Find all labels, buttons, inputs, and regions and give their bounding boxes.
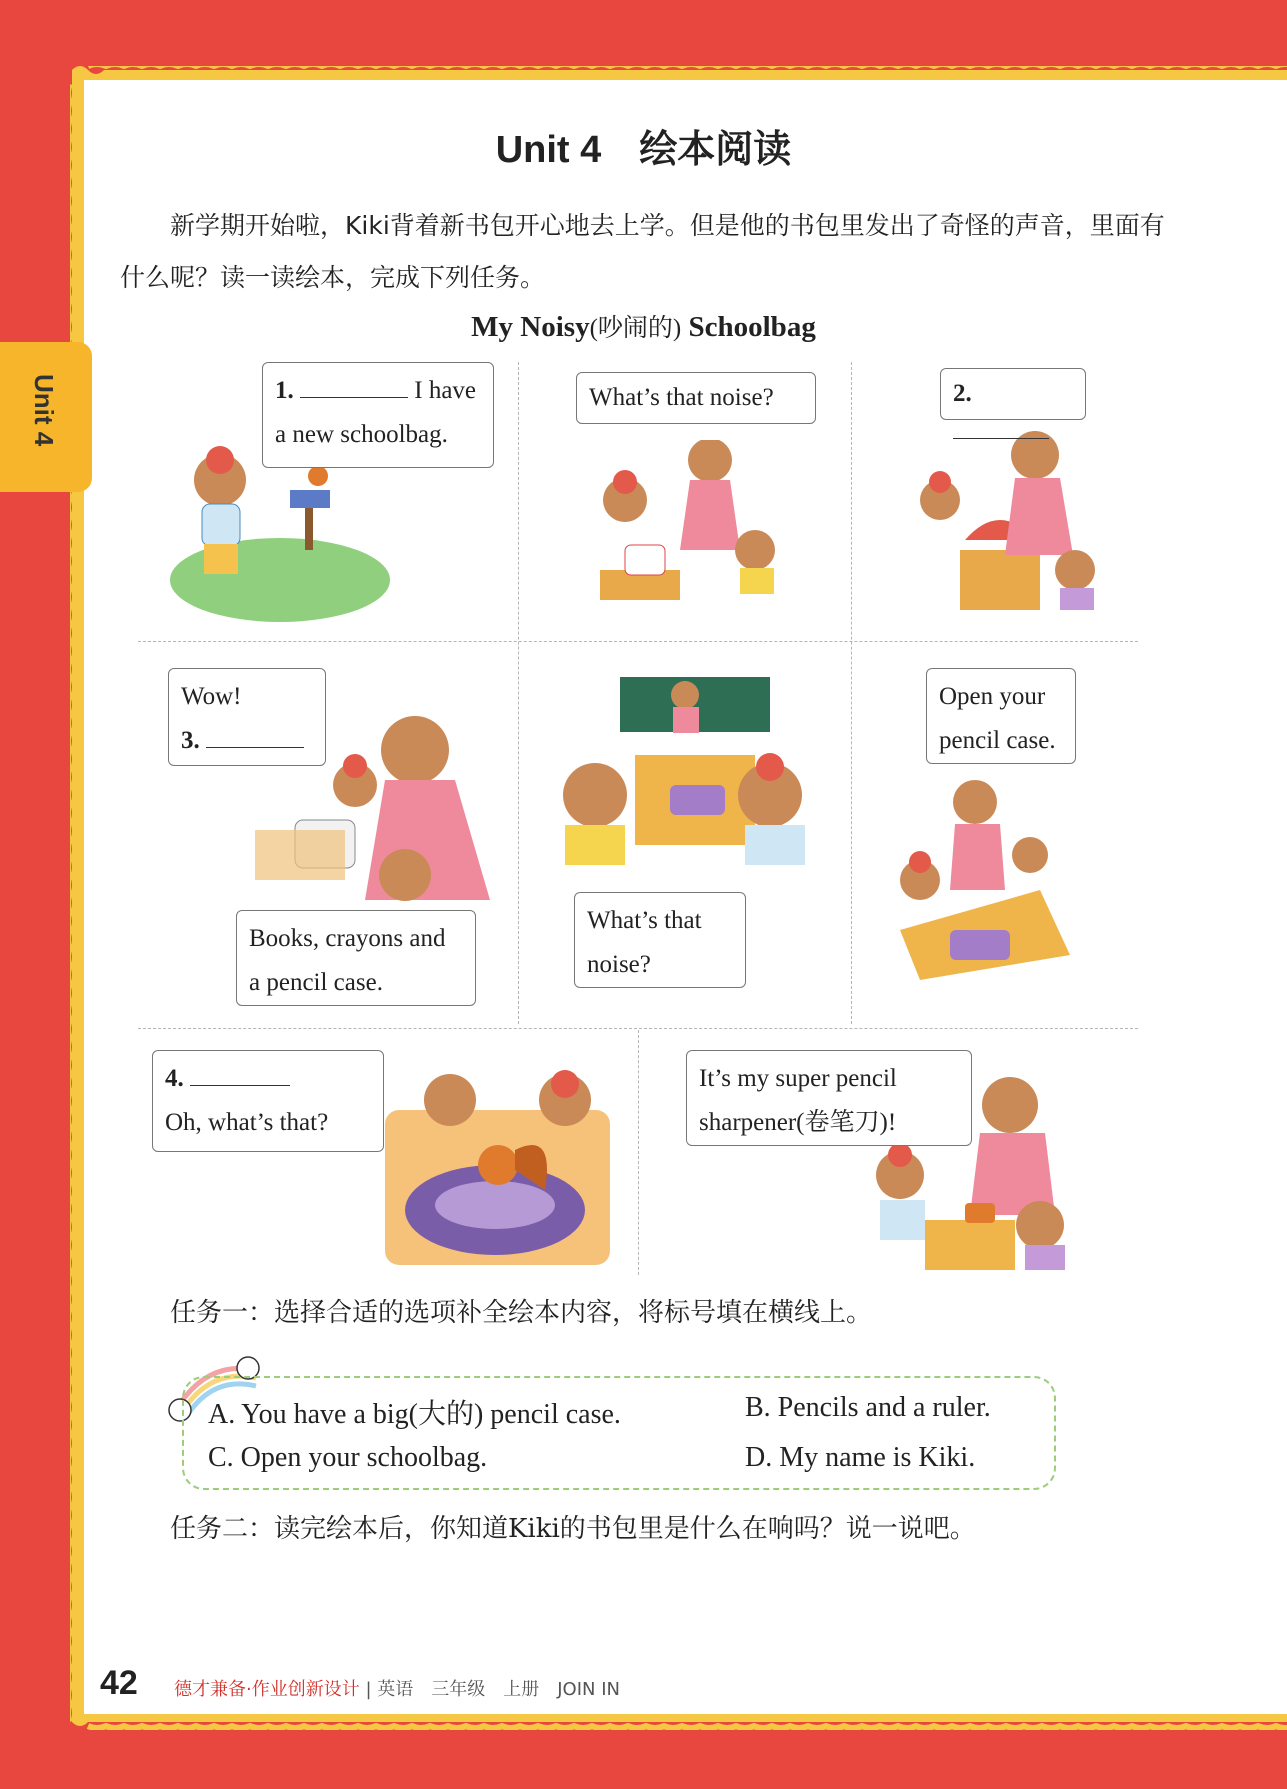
answer-blank-1[interactable] bbox=[300, 375, 408, 398]
bubble-7-text-a: Open your bbox=[939, 683, 1046, 710]
speech-bubble-3 bbox=[940, 368, 1086, 420]
story-title bbox=[0, 308, 1287, 344]
story-title-part1: My Noisy bbox=[471, 311, 590, 343]
blank-number-2: 2. bbox=[953, 380, 972, 407]
page-title: Unit 4 绘本阅读 bbox=[495, 129, 792, 171]
bubble-6-text-a: What’s that bbox=[587, 907, 702, 934]
speech-bubble-2 bbox=[576, 372, 816, 424]
intro-paragraph: 新学期开始啦，Kiki背着新书包开心地去上学。但是他的书包里发出了奇怪的声音，里面有什么呢？读一读绘本，完成下列任务。 bbox=[120, 211, 1165, 292]
grid-divider bbox=[851, 362, 852, 1024]
grid-divider bbox=[638, 1030, 639, 1275]
panel3-illustration bbox=[905, 430, 1125, 630]
option-b: B. Pencils and a ruler. bbox=[745, 1392, 991, 1423]
answer-blank-2[interactable] bbox=[953, 416, 1049, 439]
bubble-9-text-a: It’s my super pencil bbox=[699, 1065, 897, 1092]
story-title-part2: Schoolbag bbox=[688, 311, 816, 343]
bubble-2-text: What’s that noise? bbox=[589, 384, 774, 411]
unit-tab bbox=[0, 342, 92, 492]
panel2-illustration bbox=[580, 440, 810, 630]
bubble-1-text-b: a new schoolbag. bbox=[275, 421, 448, 448]
blank-number-1: 1. bbox=[275, 377, 294, 404]
answer-blank-4[interactable] bbox=[190, 1063, 290, 1086]
bubble-1-text-a: I have bbox=[414, 377, 477, 404]
bubble-6-text-b: noise? bbox=[587, 951, 651, 978]
speech-bubble-4 bbox=[168, 668, 326, 766]
speech-bubble-6 bbox=[574, 892, 746, 988]
option-d: D. My name is Kiki. bbox=[745, 1442, 976, 1473]
speech-bubble-7 bbox=[926, 668, 1076, 764]
bubble-5-text-a: Books, crayons and bbox=[249, 925, 446, 952]
blank-number-4: 4. bbox=[165, 1065, 184, 1092]
grid-divider bbox=[518, 362, 519, 1024]
speech-bubble-1 bbox=[262, 362, 494, 468]
unit-tab-label: Unit 4 bbox=[29, 374, 59, 447]
footer-text: 德才兼备·作业创新设计 | 英语 三年级 上册 JOIN IN bbox=[174, 1679, 620, 1700]
bubble-4-text-a: Wow! bbox=[181, 683, 242, 710]
panel5-illustration bbox=[555, 675, 815, 875]
speech-bubble-5 bbox=[236, 910, 476, 1006]
footer-info: 英语 三年级 上册 JOIN IN bbox=[377, 1679, 620, 1700]
story-title-cn: (吵闹的) bbox=[589, 315, 682, 342]
bubble-5-text-b: a pencil case. bbox=[249, 969, 383, 996]
task1-instruction: 任务一：选择合适的选项补全绘本内容，将标号填在横线上。 bbox=[170, 1298, 873, 1328]
grid-divider bbox=[138, 641, 1138, 642]
task2-instruction: 任务二：读完绘本后，你知道Kiki的书包里是什么在响吗？说一说吧。 bbox=[170, 1514, 976, 1544]
speech-bubble-9 bbox=[686, 1050, 972, 1146]
speech-bubble-8 bbox=[152, 1050, 384, 1152]
page-number: 42 bbox=[100, 1664, 138, 1702]
bubble-8-text-b: Oh, what’s that? bbox=[165, 1109, 329, 1136]
bubble-7-text-b: pencil case. bbox=[939, 727, 1056, 754]
panel1-illustration bbox=[160, 440, 390, 630]
blank-number-3: 3. bbox=[181, 727, 200, 754]
footer-brand: 德才兼备·作业创新设计 bbox=[174, 1679, 360, 1700]
panel7-illustration bbox=[380, 1070, 620, 1270]
grid-divider bbox=[138, 1028, 1138, 1029]
option-c: C. Open your schoolbag. bbox=[208, 1442, 488, 1473]
option-a: A. You have a big(大的) pencil case. bbox=[208, 1399, 621, 1430]
panel6-illustration bbox=[890, 780, 1080, 990]
answer-blank-3[interactable] bbox=[206, 725, 304, 748]
bubble-9-text-b: sharpener(卷笔刀)! bbox=[699, 1109, 897, 1136]
